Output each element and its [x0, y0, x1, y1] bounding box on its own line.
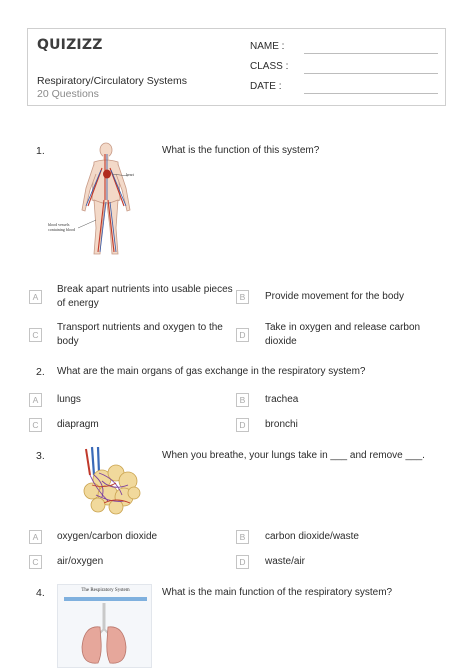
option-letter[interactable]: A	[29, 530, 42, 544]
option-letter[interactable]: A	[29, 393, 42, 407]
question-text: What are the main organs of gas exchange in the respiratory system?	[57, 366, 366, 377]
option-text: carbon dioxide/waste	[265, 531, 359, 542]
option-text: trachea	[265, 394, 299, 405]
option-letter[interactable]: C	[29, 418, 42, 432]
respiratory-system-image	[57, 584, 152, 668]
heart-label: heart	[126, 172, 134, 177]
vessels-label: blood vessels containing blood	[48, 222, 75, 232]
question-text: What is the function of this system?	[162, 145, 320, 156]
option-text: oxygen/carbon dioxide	[57, 531, 158, 542]
name-field[interactable]	[250, 41, 284, 52]
date-field[interactable]	[250, 81, 281, 92]
name-label: NAME :	[250, 41, 285, 52]
option-letter[interactable]: B	[236, 393, 249, 407]
circulatory-system-image	[48, 140, 142, 258]
quizizz-logo: QUIZIZZ	[37, 37, 103, 53]
option-letter[interactable]: C	[29, 555, 42, 569]
option-letter[interactable]: D	[236, 328, 249, 342]
option-text: waste/air	[265, 556, 306, 567]
option-text: Break apart nutrients into usable pieces of energy	[57, 284, 233, 309]
alveoli-image	[72, 445, 144, 515]
worksheet-title: Respiratory/Circulatory Systems	[37, 75, 187, 87]
option-letter[interactable]: B	[236, 530, 249, 544]
class-line	[304, 73, 438, 74]
option-text: Provide movement for the body	[265, 291, 404, 302]
class-field[interactable]	[250, 61, 288, 72]
date-line	[304, 93, 438, 94]
option-text: lungs	[57, 394, 81, 405]
option-letter[interactable]: D	[236, 418, 249, 432]
image-title: The Respiratory System	[81, 588, 130, 593]
question-number: 4.	[36, 587, 45, 599]
question-text: What is the main function of the respiratory system?	[162, 587, 393, 598]
option-text: Transport nutrients and oxygen to the body	[57, 322, 223, 347]
option-letter[interactable]: C	[29, 328, 42, 342]
option-letter[interactable]: A	[29, 290, 42, 304]
name-line	[304, 53, 438, 54]
option-text: diapragm	[57, 419, 99, 430]
option-text: Take in oxygen and release carbon dioxide	[265, 322, 421, 347]
question-number: 1.	[36, 145, 45, 157]
class-label: CLASS :	[250, 61, 289, 72]
question-text: When you breathe, your lungs take in ___ and remove ___.	[162, 450, 425, 461]
question-number: 3.	[36, 450, 45, 462]
option-text: bronchi	[265, 419, 298, 430]
option-text: air/oxygen	[57, 556, 104, 567]
question-number: 2.	[36, 366, 45, 378]
date-label: DATE :	[250, 81, 282, 92]
option-letter[interactable]: D	[236, 555, 249, 569]
question-count: 20 Questions	[37, 88, 99, 100]
worksheet-header	[27, 28, 446, 106]
option-letter[interactable]: B	[236, 290, 249, 304]
